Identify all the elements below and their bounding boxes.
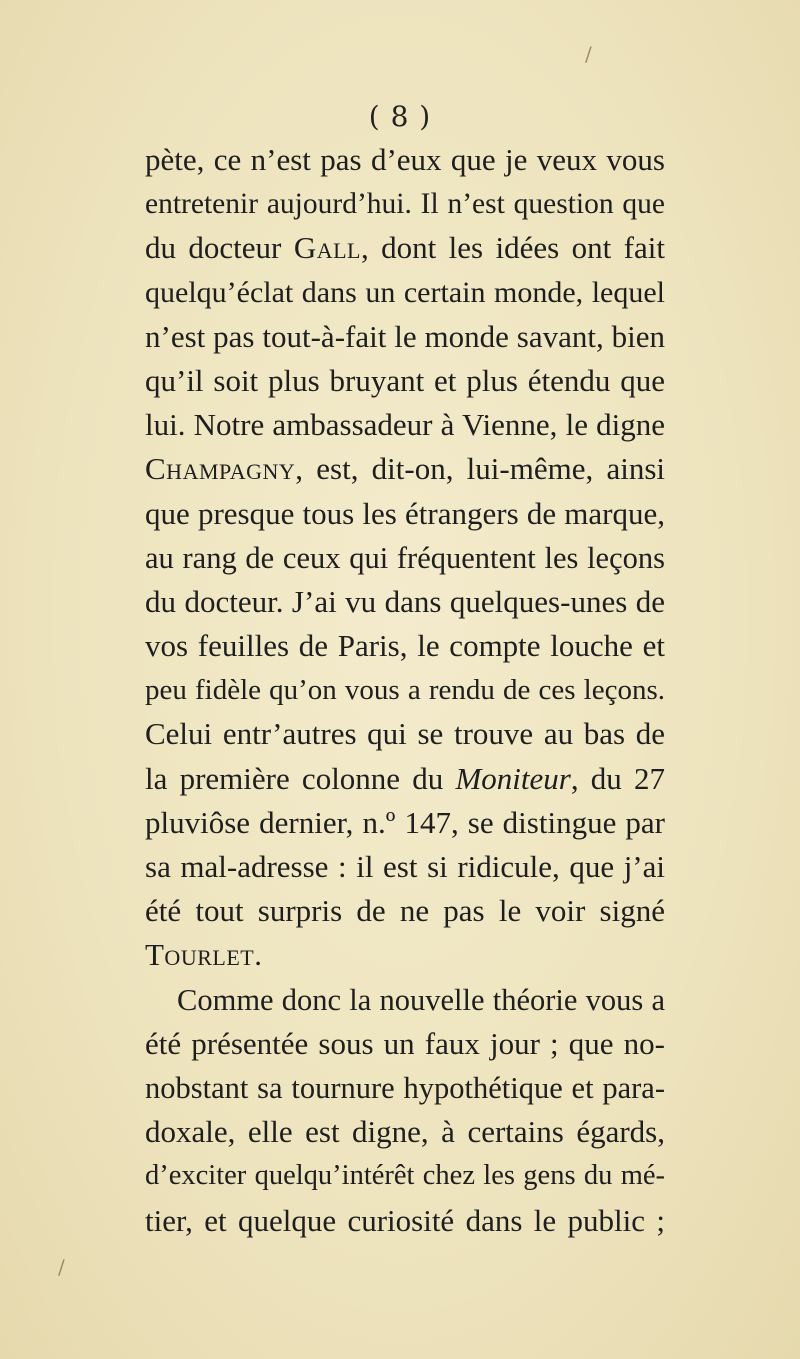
text-line: au rang de ceux qui fréquentent les leçons <box>145 540 665 575</box>
text-line: entretenir aujourd’hui. Il n’est question que <box>145 188 665 221</box>
text-line: doxale, elle est digne, à certains égards, <box>145 1114 665 1150</box>
page-number: ( 8 ) <box>368 100 432 133</box>
text-line <box>145 447 665 491</box>
text-line: quelqu’éclat dans un certain monde, lequel <box>145 275 665 309</box>
text-line: été présentée sous un faux jour ; que no- <box>145 1025 665 1061</box>
author-name-gall: Gall <box>293 230 361 266</box>
text-line <box>145 226 665 270</box>
text-segment: . <box>254 937 262 973</box>
text-line <box>145 757 665 801</box>
text-line: d’exciter quelqu’intérêt chez les gens du mé- <box>145 1160 665 1192</box>
text-line: du docteur. J’ai vu dans quelques-unes de <box>145 583 665 619</box>
text-line: sa mal-adresse : il est si ridicule, que j’ai <box>145 849 665 884</box>
title-moniteur: Moniteur <box>455 760 571 796</box>
text-line: tier, et quelque curiosité dans le public ; <box>145 1202 665 1238</box>
text-line: que presque tous les étrangers de marque, <box>145 495 665 531</box>
text-line: vos feuilles de Paris, le compte louche et <box>145 628 665 664</box>
text-line <box>145 933 665 977</box>
ink-stray-mark: / <box>58 1255 65 1279</box>
text-line: Celui entr’autres qui se trouve au bas de <box>145 716 665 752</box>
text-line: lui. Notre ambassadeur à Vienne, le digne <box>145 407 665 443</box>
text-line: pluviôse dernier, n.º 147, se distingue par <box>145 804 665 840</box>
text-segment: , est, dit-on, lui-même, ainsi <box>295 451 665 487</box>
text-segment: , du 27 <box>570 760 665 796</box>
text-line: n’est pas tout-à-fait le monde savant, bien <box>145 318 665 354</box>
text-segment: la première colonne du <box>145 760 456 796</box>
name-champagny: Champagny <box>145 451 296 487</box>
body-text <box>145 138 665 1243</box>
paragraph-start-line: Comme donc la nouvelle théorie vous a <box>177 982 665 1017</box>
ink-stray-mark: / <box>585 42 592 66</box>
text-line: peu fidèle qu’on vous a rendu de ces leçons. <box>145 674 665 707</box>
text-line: pète, ce n’est pas d’eux que je veux vous <box>145 142 665 177</box>
name-tourlet: Tourlet <box>145 937 255 973</box>
text-segment: , dont les idées ont fait <box>360 230 665 266</box>
text-line: été tout surpris de ne pas le voir signé <box>145 893 665 929</box>
text-line: nobstant sa tournure hypothétique et para- <box>145 1070 665 1105</box>
text-segment: du docteur <box>145 230 294 266</box>
text-line: qu’il soit plus bruyant et plus étendu que <box>145 362 665 398</box>
